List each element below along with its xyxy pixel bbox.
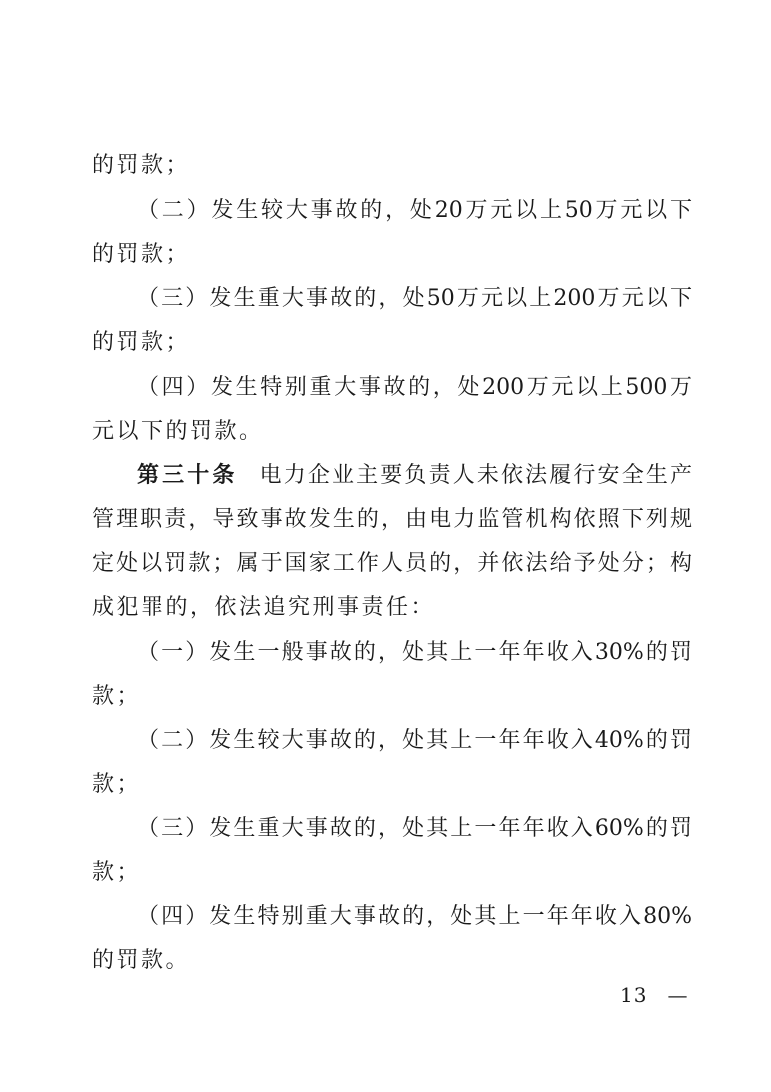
text-line: （三）发生重大事故的，处50万元以上200万元以下 xyxy=(137,286,692,311)
text-line: 款； xyxy=(92,772,142,797)
page-number-value: 13 xyxy=(620,983,648,1007)
text-line: 款； xyxy=(92,684,142,709)
page-number xyxy=(620,982,688,1008)
text-line: 成犯罪的，依法追究刑事责任： xyxy=(92,595,436,620)
text-line: （四）发生特别重大事故的，处其上一年年收入80% xyxy=(137,904,692,929)
text-line: （三）发生重大事故的，处其上一年年收入60%的罚 xyxy=(137,816,692,841)
text-line: 的罚款； xyxy=(92,330,191,355)
article-heading: 第三十条 xyxy=(137,463,238,488)
article-paragraph-start xyxy=(137,461,692,491)
text-line: 的罚款； xyxy=(92,153,191,178)
text-line: 的罚款。 xyxy=(92,948,191,973)
page-number-dash: — xyxy=(667,983,689,1007)
text-line: 电力企业主要负责人未依法履行安全生产 xyxy=(259,463,692,488)
text-line: （二）发生较大事故的，处20万元以上50万元以下 xyxy=(137,198,692,223)
text-line: 定处以罚款；属于国家工作人员的，并依法给予处分；构 xyxy=(92,551,692,576)
text-line: （四）发生特别重大事故的，处200万元以上500万 xyxy=(137,375,692,400)
text-line: （一）发生一般事故的，处其上一年年收入30%的罚 xyxy=(137,640,692,665)
text-line: 款； xyxy=(92,860,142,885)
text-line: （二）发生较大事故的，处其上一年年收入40%的罚 xyxy=(137,728,692,753)
text-line: 元以下的罚款。 xyxy=(92,419,264,444)
text-line: 管理职责，导致事故发生的，由电力监管机构依照下列规 xyxy=(92,507,692,532)
text-line: 的罚款； xyxy=(92,242,191,267)
